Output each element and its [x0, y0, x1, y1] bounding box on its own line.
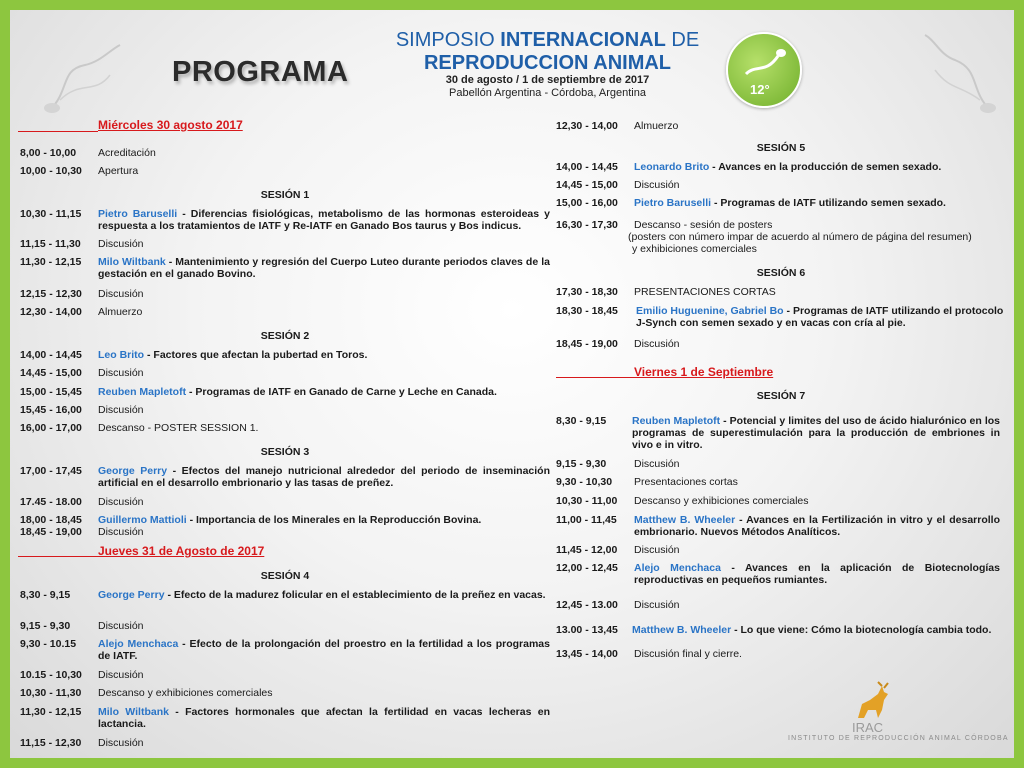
sperm-decoration-icon — [910, 30, 1000, 120]
sperm-decoration-icon — [40, 40, 130, 120]
anniversary-badge-icon — [726, 32, 802, 108]
symposium-title-line2: REPRODUCCION ANIMAL — [423, 52, 672, 74]
day-divider — [18, 131, 98, 132]
session-heading: SESIÓN 5 — [756, 142, 806, 154]
institute-name: INSTITUTO DE REPRODUCCIÓN ANIMAL CÓRDOBA — [788, 735, 1009, 742]
day-heading: Jueves 31 de Agosto de 2017 — [98, 544, 265, 558]
session-heading: SESIÓN 6 — [756, 267, 806, 279]
session-heading: SESIÓN 4 — [260, 570, 310, 582]
symposium-title-line1: SIMPOSIO INTERNACIONAL DE — [395, 29, 700, 51]
symposium-heading — [380, 28, 715, 100]
day-divider — [556, 377, 634, 378]
session-heading: SESIÓN 1 — [260, 189, 310, 201]
symposium-venue: Pabellón Argentina - Córdoba, Argentina — [449, 87, 646, 99]
session-heading: SESIÓN 7 — [756, 390, 806, 402]
day-heading: Viernes 1 de Septiembre — [634, 365, 774, 379]
symposium-dates: 30 de agosto / 1 de septiembre de 2017 — [445, 74, 650, 86]
program-poster: PROGRAMA SIMPOSIO INTERNACIONAL DE REPRODUCCION ANIMAL 30 de agosto / 1 de septiembre de 2017 Pabellón Argentina - Córdoba, Argentina 12° Miércoles 30 agosto 2017 8,00 - 10,00 Acreditación 10,00 - 10,30 Apertura SESIÓN 1 10,30 - 11,15 Pietro Baruselli - Diferencias fisiológicas, metabolismo de las hormonas esteroideas y respuesta a los tratamientos de IATF y Re-IATF en Ganado Bos taurus y Bos indicus. 11,15 - 11,30 Discusión 11,30 - 12,15 Milo Wiltbank - Mantenimiento y regresión del Cuerpo Luteo durante periodos claves de la gestación en el ganado Bovino. 12,15 - 12,30 Discusión 12,30 - 14,00 Almuerzo SESIÓN 2 14,00 - 14,45 Leo Brito - Factores que afectan la pubertad en Toros. 14,45 - 15,00 Discusión 15,00 - 15,45 Reuben Mapletoft - Programas de IATF en Ganado de Carne y Leche en Canada. 15,45 - 16,00 Discusión 16,00 - 17,00 Descanso - POSTER SESSION 1. SESIÓN 3 17,00 - 17,45 George Perry - Efectos del manejo nutricional alrededor del periodo de inseminación artificial en el desarrollo embrionario y las tasas de preñez. 17.45 - 18.00 Discusión 18,00 - 18,45 Guillermo Mattioli - Importancia de los Minerales en la Reproducción Bovina. 18,45 - 19,00 Discusión Jueves 31 de Agosto de 2017 SESIÓN 4 8,30 - 9,15 George Perry - Efecto de la madurez folicular en el establecimiento de la preñez en vacas. 9,15 - 9,30 Discusión 9,30 - 10.15 Alejo Menchaca - Efecto de la prolongación del proestro en la fertilidad a los programas de IATF. 10.15 - 10,30 Discusión 10,30 - 11,30 Descanso y exhibiciones comerciales 11,30 - 12,15 Milo Wiltbank - Factores hormonales que afectan la fertilidad en vacas lecheras en lactancia. 11,15 - 12,30 Discusión 12,30 - 14,00 Almuerzo SESIÓN 5 14,00 - 14,45 Leonardo Brito - Avances en la producción de semen sexado. 14,45 - 15,00 Discusión 15,00 - 16,00 Pietro Baruselli - Programas de IATF utilizando semen sexado. 16,30 - 17,30 Descanso - sesión de posters (posters con número impar de acuerdo al número de página del resumen) y exhibiciones comerciales SESIÓN 6 17,30 - 18,30 PRESENTACIONES CORTAS 18,30 - 18,45 Emilio Huguenine, Gabriel Bo - Programas de IATF utilizando el protocolo J-Synch con semen sexado y en vacas con cría al pie. 18,45 - 19,00 Discusión Viernes 1 de Septiembre SESIÓN 7 8,30 - 9,15 Reuben Mapletoft - Potencial y limites del uso de ácido hialurónico en los programas de superestimulación para la producción de embriones in vivo e in vitro. 9,15 - 9,30 Discusión 9,30 - 10,30 Presentaciones cortas 10,30 - 11,00 Descanso y exhibiciones comerciales 11,00 - 11,45 Matthew B. Wheeler - Avances en la Fertilización in vitro y el desarrollo embrionario. Nuevos Métodos Analíticos. 11,45 - 12,00 Discusión 12,00 - 12,45 Alejo Menchaca - Avances en la aplicación de Biotecnologías reproductivas en pequeños rumiantes. 12,45 - 13.00 Discusión 13.00 - 13,45 Matthew B. Wheeler - Lo que viene: Cómo la biotecnología cambia todo. 13,45 - 14,00 Discusión final y cierre. IRAC INSTITUTO DE REPRODUCCIÓN ANIMAL CÓRDOBA — [10, 10, 1014, 758]
edition-number: 12° — [750, 82, 770, 97]
page-title: PROGRAMA — [172, 56, 349, 88]
day-heading: Miércoles 30 agosto 2017 — [98, 118, 243, 132]
irac-logo-text: IRAC — [852, 720, 884, 735]
session-heading: SESIÓN 3 — [260, 446, 310, 458]
session-heading: SESIÓN 2 — [260, 330, 310, 342]
day-divider — [18, 556, 98, 557]
